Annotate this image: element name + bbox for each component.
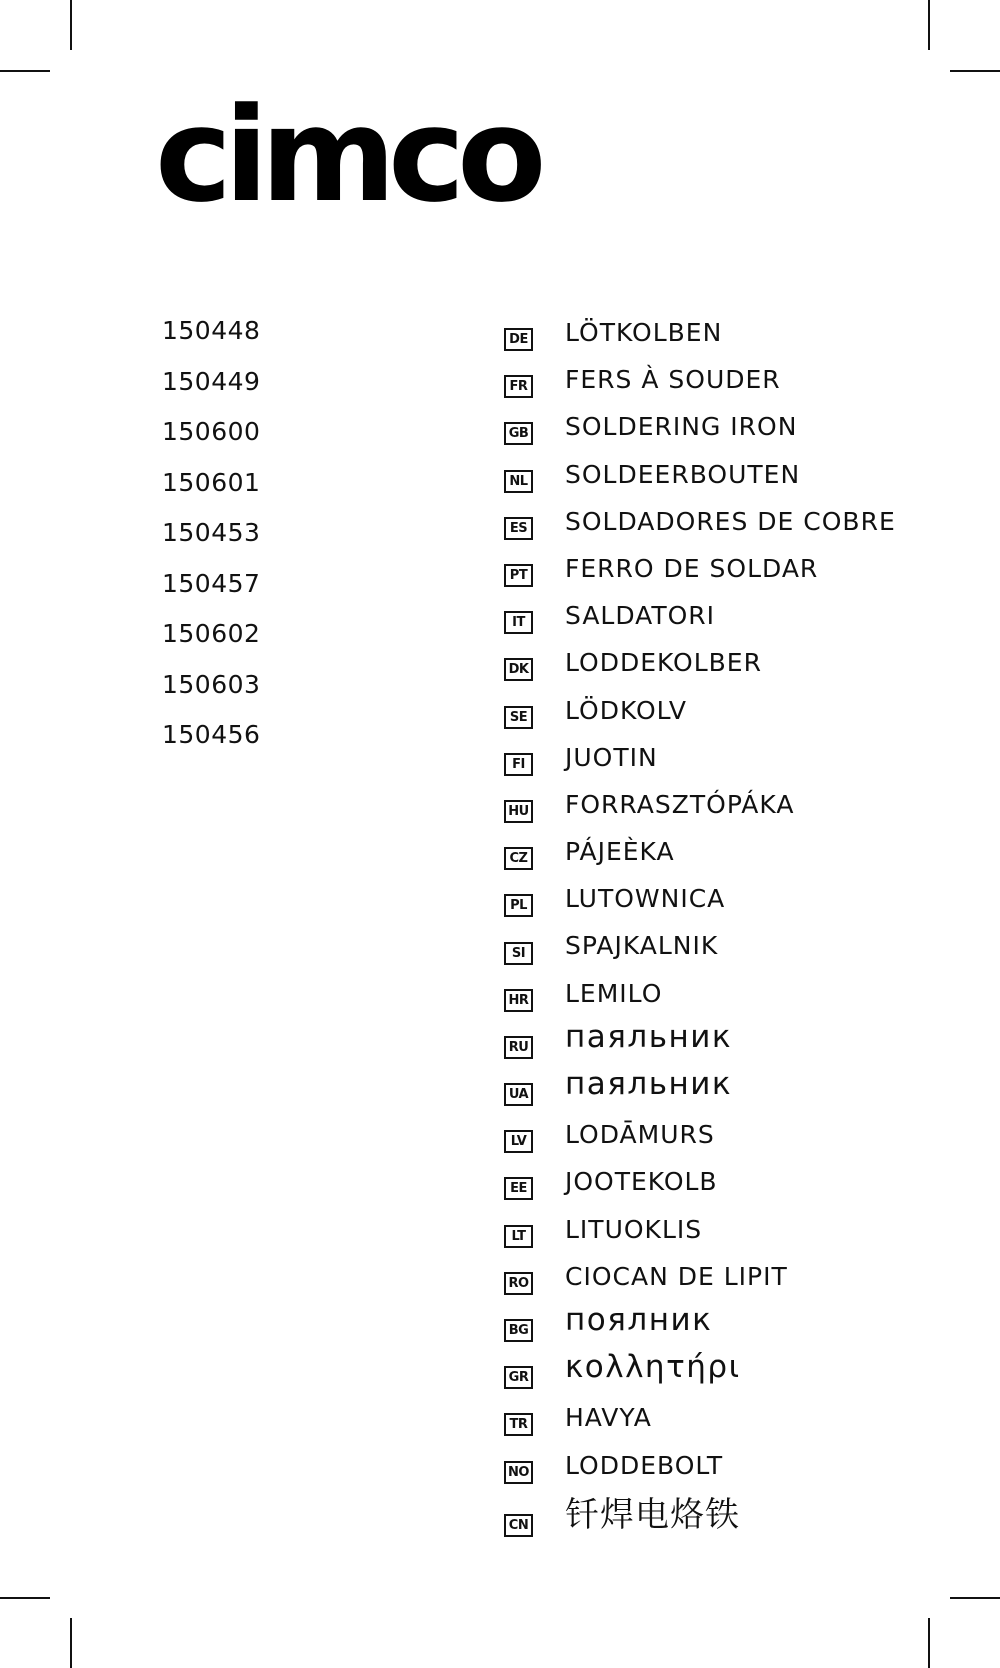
country-code-badge: EE: [504, 1177, 533, 1200]
article-number: 150448: [162, 316, 261, 345]
article-number: 150600: [162, 417, 261, 446]
language-row-nl: [504, 459, 801, 509]
article-number: 150453: [162, 518, 261, 547]
product-name: FERS À SOUDER: [565, 365, 781, 395]
product-name: LODDEBOLT: [565, 1450, 724, 1480]
country-code-badge: SE: [504, 706, 533, 729]
product-name: паяльник: [565, 1066, 733, 1102]
crop-mark-top-right-vertical: [928, 0, 930, 50]
language-row-pt: [504, 553, 819, 603]
product-name: LUTOWNICA: [565, 884, 726, 914]
language-row-ua: [504, 1066, 733, 1122]
language-row-pl: [504, 884, 726, 933]
country-code-badge: TR: [504, 1413, 533, 1436]
product-name: JUOTIN: [565, 742, 658, 772]
country-code-badge: HR: [504, 989, 533, 1012]
language-row-es: [504, 506, 896, 556]
language-row-fi: [504, 742, 658, 792]
product-name: LODDEKOLBER: [565, 648, 762, 678]
product-name: LODĀMURS: [565, 1120, 715, 1150]
language-row-de: [504, 318, 723, 367]
crop-mark-bottom-right-vertical: [928, 1618, 930, 1668]
product-name: LÖDKOLV: [565, 695, 687, 725]
product-name: LITUOKLIS: [565, 1214, 703, 1244]
country-code-badge: IT: [504, 611, 533, 634]
language-row-ro: [504, 1261, 788, 1311]
product-name: паяльник: [565, 1018, 733, 1055]
country-code-badge: GR: [504, 1366, 533, 1389]
language-row-cz: [504, 837, 675, 886]
language-row-hr: [504, 978, 663, 1028]
language-row-cn: [504, 1494, 740, 1553]
country-code-badge: FR: [504, 375, 533, 398]
article-number: 150457: [162, 568, 261, 598]
article-number: 150602: [162, 619, 261, 648]
product-name: SOLDERING IRON: [565, 412, 798, 442]
product-name: SPAJKALNIK: [565, 931, 719, 961]
language-row-gr: [504, 1349, 741, 1405]
product-name: PÁJEÈKA: [565, 837, 675, 867]
country-code-badge: BG: [504, 1319, 533, 1342]
article-number: 150456: [162, 720, 261, 749]
language-row-fr: [504, 365, 781, 414]
product-name: CIOCAN DE LIPIT: [565, 1261, 788, 1291]
product-name: JOOTEKOLB: [565, 1167, 718, 1197]
country-code-badge: RO: [504, 1272, 533, 1295]
product-name: SOLDEERBOUTEN: [565, 459, 801, 489]
country-code-badge: CN: [504, 1514, 533, 1537]
language-row-se: [504, 695, 687, 745]
country-code-badge: NO: [504, 1461, 533, 1484]
country-code-badge: FI: [504, 753, 533, 776]
product-name: поялник: [565, 1301, 713, 1338]
language-row-si: [504, 931, 719, 980]
language-row-tr: [504, 1403, 652, 1452]
language-row-no: [504, 1450, 724, 1500]
product-name: κολλητήρι: [565, 1349, 741, 1386]
article-number-list: [162, 318, 260, 773]
article-number: 150601: [162, 467, 261, 497]
language-row-bg: [504, 1301, 713, 1358]
country-code-badge: DK: [504, 658, 533, 681]
country-code-badge: PL: [504, 894, 533, 917]
product-name: SALDATORI: [565, 601, 716, 631]
crop-mark-bottom-right-horizontal: [950, 1597, 1000, 1599]
product-name: SOLDADORES DE COBRE: [565, 506, 896, 536]
country-code-badge: CZ: [504, 847, 533, 870]
language-row-hu: [504, 789, 795, 839]
country-code-badge: LT: [504, 1225, 533, 1248]
country-code-badge: DE: [504, 328, 533, 351]
language-list: [504, 318, 896, 1553]
crop-mark-top-left-horizontal: [0, 70, 50, 72]
product-name: HAVYA: [565, 1403, 652, 1433]
crop-mark-top-right-horizontal: [950, 70, 1000, 72]
article-number: 150449: [162, 366, 261, 396]
crop-mark-top-left-vertical: [70, 0, 72, 50]
country-code-badge: LV: [504, 1130, 533, 1153]
product-name: LÖTKOLBEN: [565, 318, 723, 347]
product-name: FORRASZTÓPÁKA: [565, 789, 795, 819]
brand-logo: cimco: [155, 79, 539, 231]
language-row-lt: [504, 1214, 703, 1264]
article-number: 150603: [162, 669, 261, 699]
country-code-badge: NL: [504, 470, 533, 493]
language-row-dk: [504, 648, 762, 697]
country-code-badge: UA: [504, 1083, 533, 1106]
country-code-badge: ES: [504, 517, 533, 540]
country-code-badge: GB: [504, 422, 533, 445]
crop-mark-bottom-left-vertical: [70, 1618, 72, 1668]
country-code-badge: HU: [504, 800, 533, 823]
product-name: LEMILO: [565, 978, 663, 1008]
product-name: FERRO DE SOLDAR: [565, 553, 819, 583]
country-code-badge: PT: [504, 564, 533, 587]
language-row-it: [504, 601, 716, 650]
product-name: 钎焊电烙铁: [565, 1494, 740, 1535]
language-row-gb: [504, 412, 798, 461]
language-row-lv: [504, 1120, 715, 1169]
country-code-badge: SI: [504, 942, 533, 965]
language-row-ee: [504, 1167, 718, 1216]
language-row-ru: [504, 1018, 733, 1075]
crop-mark-bottom-left-horizontal: [0, 1597, 50, 1599]
country-code-badge: RU: [504, 1036, 533, 1059]
